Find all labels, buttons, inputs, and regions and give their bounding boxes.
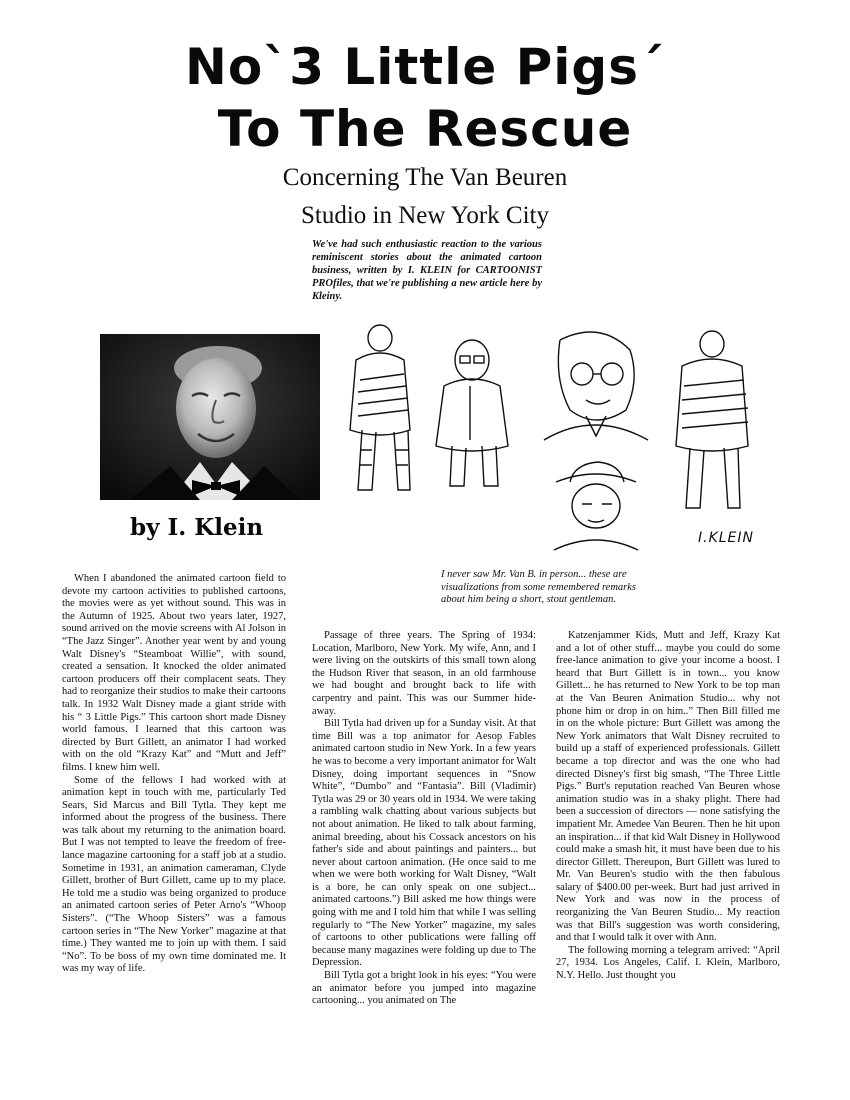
paragraph: Bill Tytla got a bright look in his eyes: “You were an animator before you jumped into magazine cartooning... you animated on The	[312, 970, 536, 1007]
sketch-figure-back-view-2	[676, 331, 748, 508]
van-beuren-sketches	[320, 320, 760, 570]
sketch-head-portrait	[544, 332, 648, 440]
author-photo	[100, 334, 320, 500]
paragraph: Passage of three years. The Spring of 1934: Location, Marlboro, New York. My wife, Ann, and I were living on the outskirts of this small town along the Hudson River that season, in an old farmhouse we had bought and brought back to life with carpentry and paint. This was our Summer hide-away.	[312, 630, 536, 717]
article-column-3	[556, 630, 780, 983]
intro-paragraph: We've had such enthusiastic reaction to the various reminiscent stories about the animated cartoon business, written by I. KLEIN for CARTOONIST PROfiles, that we're publishing a new article here by Kleiny.	[312, 239, 542, 302]
subtitle-line-1: Concerning The Van Beuren	[282, 164, 568, 191]
article-column-2	[312, 630, 536, 1008]
paragraph: When I abandoned the animated cartoon field to devote my cartoon activities to published cartoons, the movies were as yet without sound. This was in the Autumn of 1925. About two years later, 1927, sound arrived on the movie screens with Al Jolson in “The Jazz Singer”. Another year went by and young Walt Disney's “Steamboat Willie”, with sound, created a sensation. It knocked the older animated cartoon producers off their complacent seats. They had to reorganize their studios to make their cartoons talk. In 1932 Walt Disney made a giant stride with his “ 3 Little Pigs.” This cartoon short made Disney world famous. I learned that this cartoon was directed by Burt Gillett, an animator I had worked with on the old “Krazy Kat” and “Mutt and Jeff” films. I knew him well.	[62, 573, 286, 773]
sketch-figure-back-view-1	[350, 325, 410, 490]
paragraph: Katzenjammer Kids, Mutt and Jeff, Krazy Kat and a lot of other stuff... maybe you could do some free-lance animation to give your income a boost. I heard that Burt Gillett is in town... you know Gillett... he has returned to New York to be top man at the Van Beuren Animation Studio... why not phone him or drop in on him..” Then Bill filled me in on the whole picture: Burt Gillett was among the New York animators that Walt Disney recruited to build up a staff of experienced professionals. Gillett became a top director and was the one who had directed Disney's first big smash, “The Three Little Pigs.” Burt's reputation reached Van Beuren whose animation studio was in a shaky plight. There had been a succession of directors — none satisfying the impatient Mr. Amedee Van Beuren. Then he hit upon an inspiration... if that kid Walt Disney in Hollywood could make a smash hit, it must have been due to his director Gillett. Thereupon, Burt Gillett was lured to Mr. Van Beuren's studio with the then fabulous salary of $400.00 per-week. Burt had just arrived in New York and was now in the process of reorganizing the Van Beuren Studio... My reaction was that Bill's suggestion was worth considering, and that I would talk it over with Ann.	[556, 630, 780, 944]
headline-line-2: To The Rescue	[217, 100, 633, 158]
author-portrait-image	[100, 334, 320, 500]
author-byline: by I. Klein	[130, 514, 264, 541]
subtitle-line-2: Studio in New York City	[301, 202, 549, 229]
paragraph: Some of the fellows I had worked with at animation kept in touch with me, particularly Ted Sears, Sid Marcus and Bill Tytla. They kept me informed about the progress of the business. There was talk about my returning to the animation board. But I was not tempted to leave the freedom of free-lance magazine cartooning for a staff job at a studio. Sometime in 1931, an animation cameraman, Clyde Gillett, brother of Burt Gillett, came up to my place. He told me a studio was being organized to produce an animated cartoon series of Peter Arno's “Whoop Sisters”. (“The Whoop Sisters” was a famous cartoon series in “The New Yorker” magazine at that time.) They wanted me to join up with them. I said “No”. To be boss of my own time dominated me. It was my way of life.	[62, 774, 286, 975]
headline-line-1: No`3 Little Pigs´	[185, 38, 665, 96]
article-column-1	[62, 573, 286, 976]
paragraph: The following morning a telegram arrived: “April 27, 1934. Los Angeles, Calif. I. Klein, Marlboro, N.Y. Hello. Just thought you	[556, 944, 780, 982]
sketch-man-in-hat	[554, 462, 638, 550]
sketch-figure-front-view	[436, 340, 508, 486]
artist-signature: I.KLEIN	[698, 530, 755, 546]
paragraph: Bill Tytla had driven up for a Sunday visit. At that time Bill was a top animator for Aesop Fables animated cartoon studio in New York. In a few years he was to become a very important animator for Walt Disney, doing important sequences in “Snow White”, “Dumbo” and “Fantasia”. Bill (Vladimir) Tytla was 29 or 30 years old in 1934. We were taking a rambling walk chatting about various subjects but not about animation. He liked to talk about farming, animal breeding, about his Cossack ancestors on his father's side and about paintings and painters... but never about cartoon animation. (He once said to me when we were both working for Walt Disney, “Walt is a bore, he can only speak on one subject... animated cartoons.”) Bill asked me how things were going with me and I told him that while I was selling regularly to “The New Yorker” magazine, my sales of cartoons to other publications were falling off because many magazines were folding up due to The Depression.	[312, 718, 536, 969]
sketch-caption: I never saw Mr. Van B. in person... these are visualizations from some remembered remarks about him being a short, stout gentleman.	[441, 569, 637, 605]
